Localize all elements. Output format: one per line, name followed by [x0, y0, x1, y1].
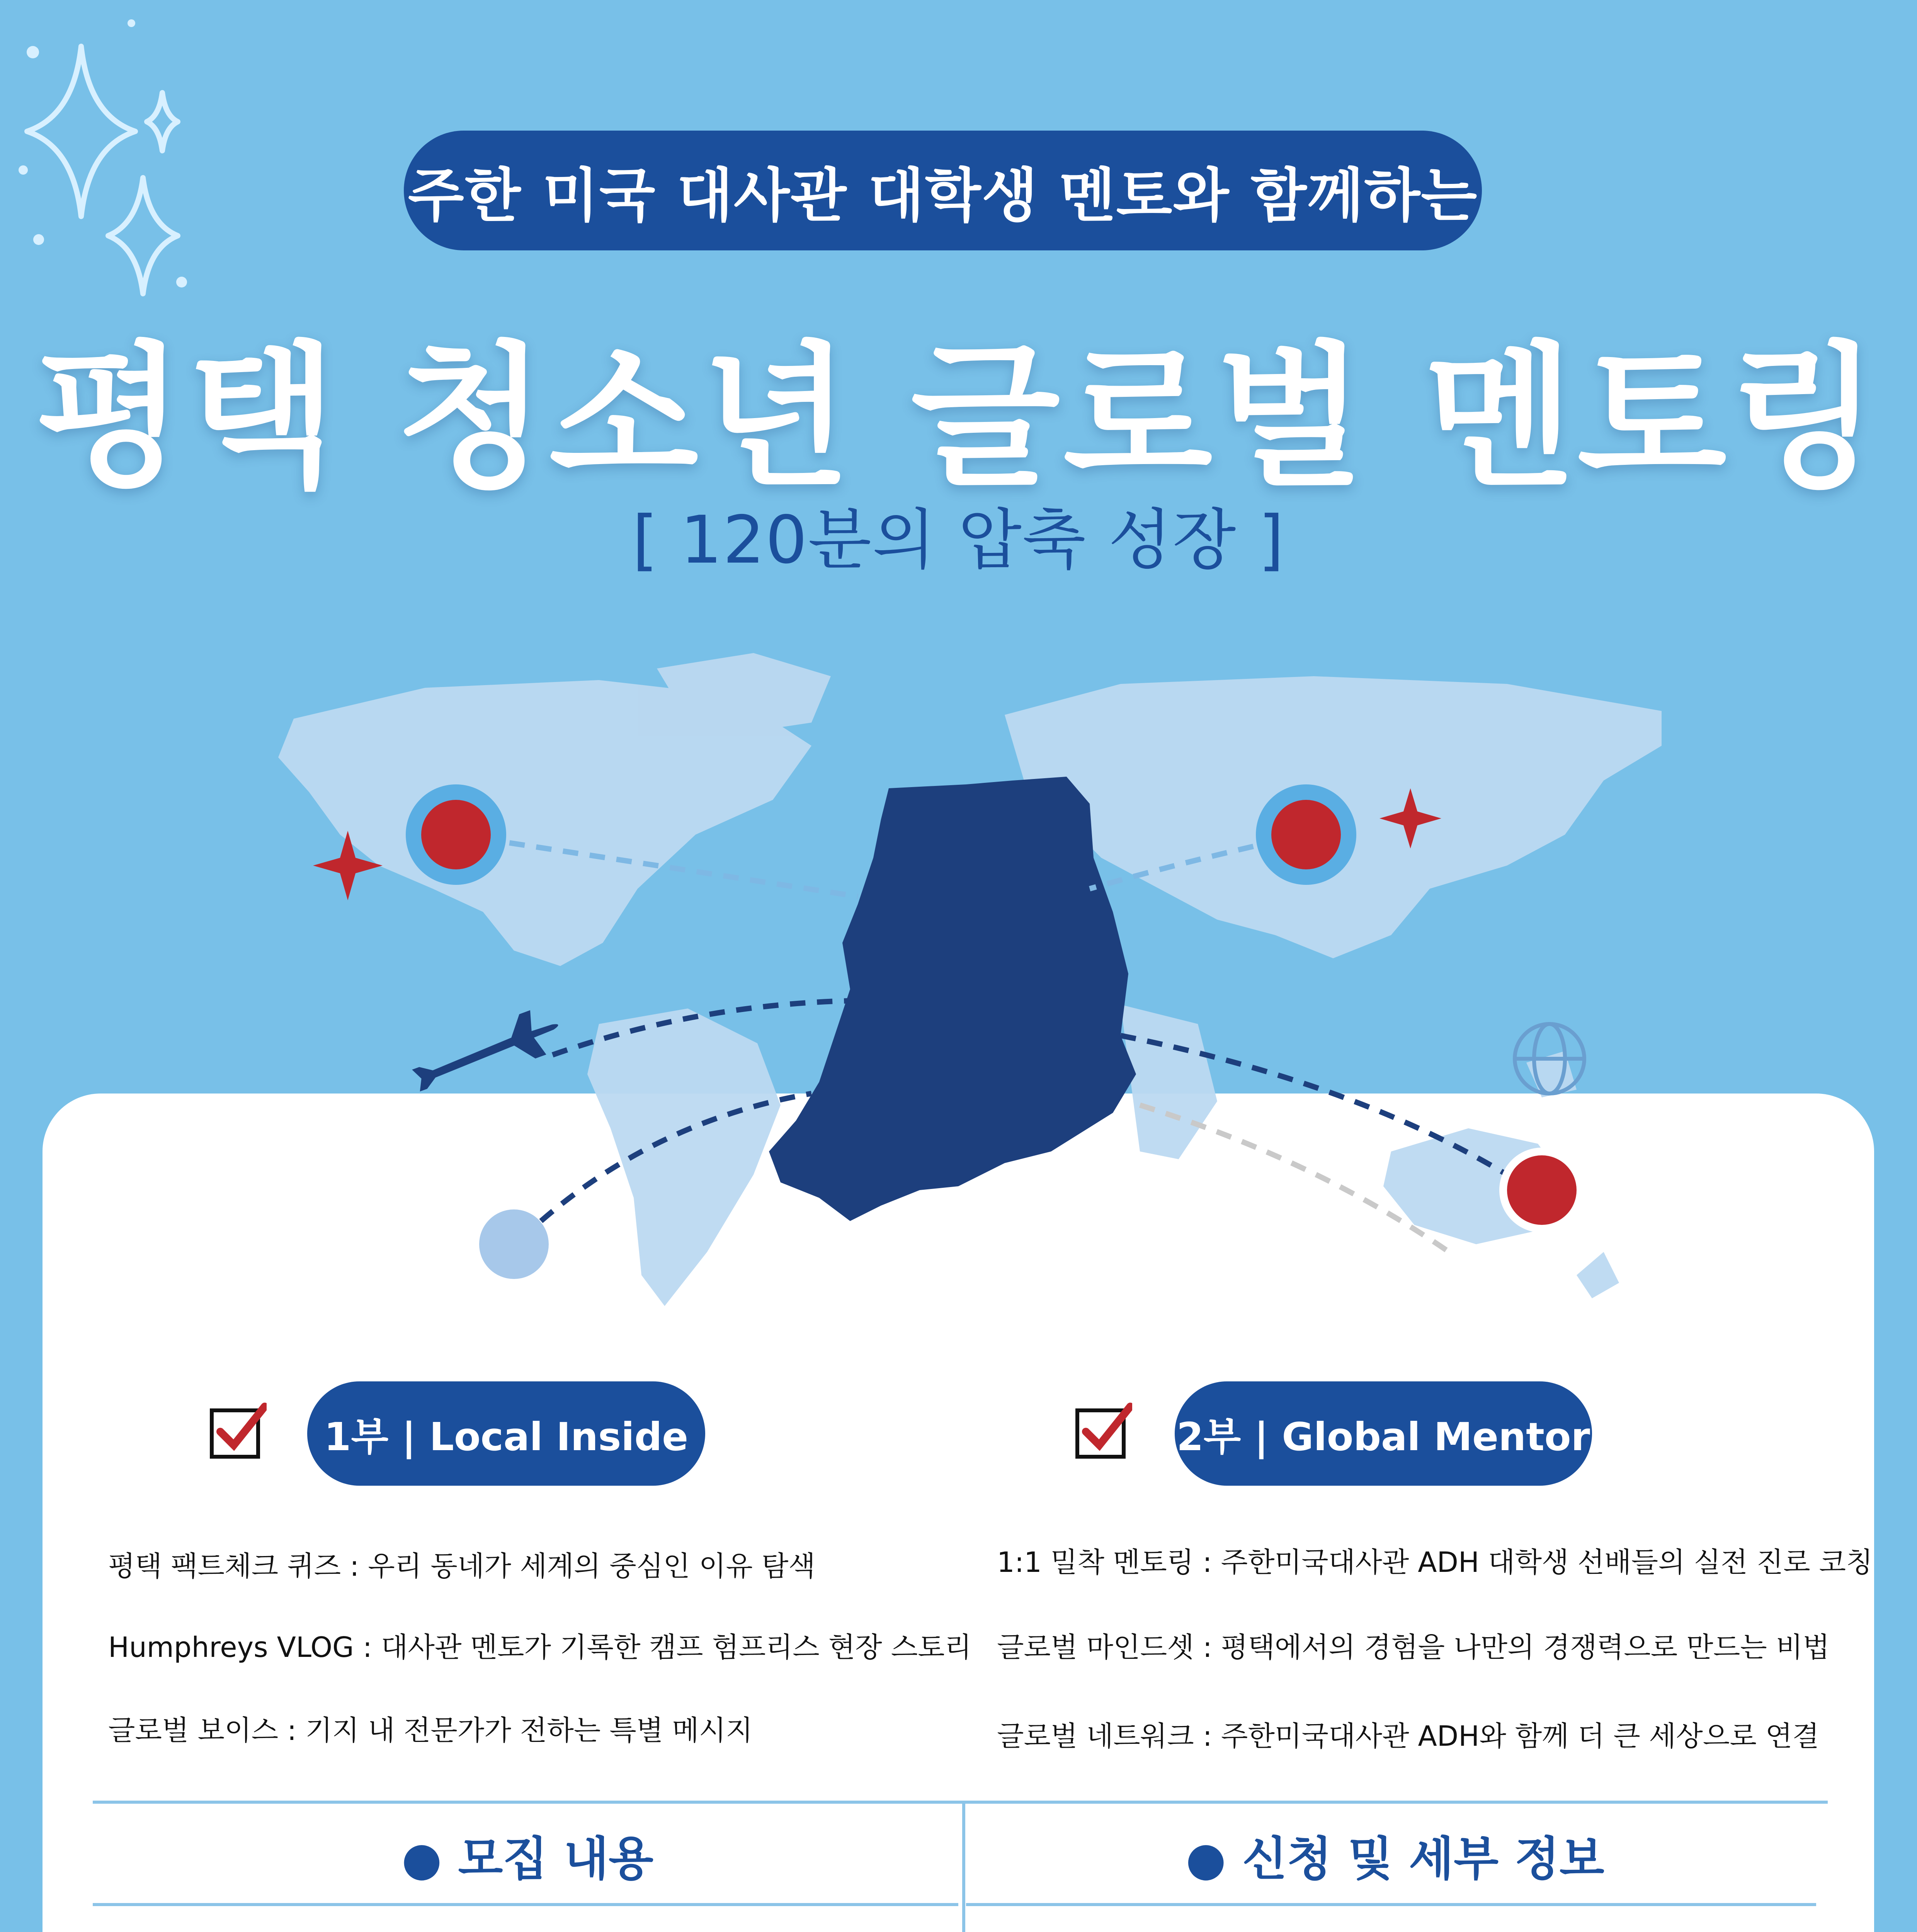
- event-tagline-pill: 주한 미국 대사관 대학생 멘토와 함께하는: [404, 131, 1482, 250]
- page-subtitle: [ 120분의 압축 성장 ]: [632, 502, 1285, 578]
- recruit-label: [95, 1930, 178, 1932]
- airplane-icon: [407, 1003, 566, 1100]
- part2-item: 1:1 밀착 멘토링 : 주한미국대사관 ADH 대학생 선배들의 실전 진로 코칭: [997, 1546, 1873, 1578]
- part2-item: 글로벌 마인드셋 : 평택에서의 경험을 나만의 경쟁력으로 만드는 비법: [997, 1631, 1830, 1663]
- world-map-illustration: [0, 618, 1917, 1352]
- checkbox-icon: [1074, 1403, 1132, 1461]
- divider: [966, 1903, 1816, 1906]
- checkbox-icon: [209, 1403, 267, 1461]
- divider: [93, 1801, 1828, 1804]
- part1-item: Humphreys VLOG : 대사관 멘토가 기록한 캠프 험프리스 현장 스토리: [108, 1631, 972, 1663]
- divider: [93, 1903, 958, 1906]
- part1-item: 평택 팩트체크 퀴즈 : 우리 동네가 세계의 중심인 이유 탐색: [108, 1550, 815, 1582]
- pyeongtaek-map-shape: [769, 777, 1136, 1221]
- part2-label-pill: 2부 | Global Mentor: [1175, 1381, 1592, 1486]
- part1-label-pill: 1부 | Local Inside: [307, 1381, 705, 1486]
- part1-item: 글로벌 보이스 : 기지 내 전문가가 전하는 특별 메시지: [108, 1714, 753, 1747]
- recruit-heading: ● 모집 내용: [401, 1832, 653, 1886]
- part2-item: 글로벌 네트워크 : 주한미국대사관 ADH와 함께 더 큰 세상으로 연결: [997, 1720, 1819, 1752]
- sparkle-decoration-icon: [15, 15, 216, 325]
- divider: [962, 1801, 965, 1932]
- page-title: 평택 청소년 글로벌 멘토링: [35, 328, 1882, 508]
- apply-heading: ● 신청 및 세부 정보: [1186, 1832, 1604, 1886]
